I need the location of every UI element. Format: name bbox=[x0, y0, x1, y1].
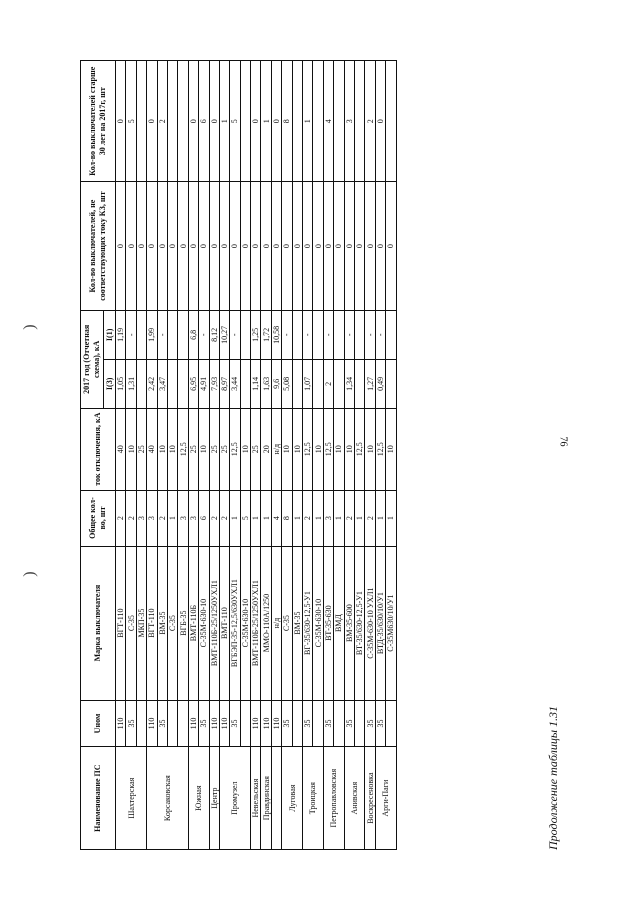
i3-cell: 1,05 bbox=[116, 359, 126, 408]
table-row bbox=[323, 61, 333, 850]
table-row bbox=[167, 61, 177, 850]
unom-cell: 110 bbox=[209, 700, 219, 747]
old-count-cell bbox=[240, 61, 250, 182]
not-match-cell: 0 bbox=[126, 182, 136, 310]
not-match-cell: 0 bbox=[188, 182, 198, 310]
unom-cell: 110 bbox=[188, 700, 198, 747]
count-cell: 5 bbox=[240, 490, 250, 546]
unom-cell: 35 bbox=[303, 700, 313, 747]
i1-cell: - bbox=[303, 310, 313, 359]
i3-cell bbox=[292, 359, 302, 408]
count-cell: 2 bbox=[219, 490, 229, 546]
table-row bbox=[261, 61, 271, 850]
i3-cell: 4,91 bbox=[199, 359, 209, 408]
substation-name-cell: Южная bbox=[188, 747, 209, 850]
substation-name-cell: Корсаковская bbox=[147, 747, 189, 850]
breaker-brand-cell: ВМ-35-600 bbox=[344, 546, 354, 700]
unom-cell: 110 bbox=[251, 700, 261, 747]
breaker-brand-cell: ММО-110А/1250 bbox=[261, 546, 271, 700]
count-cell: 2 bbox=[344, 490, 354, 546]
unom-cell bbox=[313, 700, 323, 747]
table-row bbox=[199, 61, 209, 850]
old-count-cell: 5 bbox=[126, 61, 136, 182]
table-row bbox=[219, 61, 229, 850]
i3-cell bbox=[167, 359, 177, 408]
current-cell: 10 bbox=[334, 408, 344, 490]
table-row bbox=[375, 61, 385, 850]
unom-cell bbox=[167, 700, 177, 747]
current-cell: 12,5 bbox=[230, 408, 240, 490]
i3-cell: 1,34 bbox=[344, 359, 354, 408]
breaker-brand-cell: ВМ-35 bbox=[292, 546, 302, 700]
i3-cell bbox=[386, 359, 396, 408]
i3-cell bbox=[354, 359, 364, 408]
unom-cell bbox=[386, 700, 396, 747]
breaker-brand-cell: С-35 bbox=[126, 546, 136, 700]
i1-cell: - bbox=[230, 310, 240, 359]
unom-cell: 35 bbox=[375, 700, 385, 747]
i3-cell: 2 bbox=[323, 359, 333, 408]
i1-cell bbox=[292, 310, 302, 359]
breaker-brand-cell: МКП-35 bbox=[136, 546, 146, 700]
old-count-cell: 2 bbox=[365, 61, 375, 182]
breaker-brand-cell: С-35М-630-10 bbox=[199, 546, 209, 700]
not-match-cell: 0 bbox=[209, 182, 219, 310]
breaker-brand-cell: ВТ-35-630 bbox=[323, 546, 333, 700]
current-cell: 25 bbox=[209, 408, 219, 490]
count-cell: 3 bbox=[147, 490, 157, 546]
old-count-cell: 0 bbox=[271, 61, 281, 182]
substation-name-cell: Воскресеновка bbox=[365, 747, 375, 850]
count-cell: 2 bbox=[303, 490, 313, 546]
not-match-cell: 0 bbox=[334, 182, 344, 310]
count-cell: 1 bbox=[375, 490, 385, 546]
not-match-cell: 0 bbox=[292, 182, 302, 310]
current-cell: 10 bbox=[126, 408, 136, 490]
count-cell: 1 bbox=[386, 490, 396, 546]
breaker-brand-cell: С-35М-630-10 bbox=[313, 546, 323, 700]
count-cell: 2 bbox=[365, 490, 375, 546]
substation-name-cell: Луговая bbox=[282, 747, 303, 850]
old-count-cell bbox=[136, 61, 146, 182]
count-cell: 4 bbox=[271, 490, 281, 546]
breaker-brand-cell: С-35М-630-10 УХЛ1 bbox=[365, 546, 375, 700]
i1-cell: 8,12 bbox=[209, 310, 219, 359]
substation-name-cell: Невельская bbox=[251, 747, 261, 850]
not-match-cell: 0 bbox=[344, 182, 354, 310]
i1-cell bbox=[334, 310, 344, 359]
i1-cell: 10,58 bbox=[271, 310, 281, 359]
current-cell: 10 bbox=[292, 408, 302, 490]
breaker-brand-cell: С-35М-630-10 bbox=[240, 546, 250, 700]
old-count-cell: 0 bbox=[188, 61, 198, 182]
current-cell: 10 bbox=[240, 408, 250, 490]
not-match-cell: 0 bbox=[116, 182, 126, 310]
i3-cell: 0,49 bbox=[375, 359, 385, 408]
table-body bbox=[116, 61, 397, 850]
current-cell: 10 bbox=[157, 408, 167, 490]
unom-cell bbox=[240, 700, 250, 747]
old-count-cell: 1 bbox=[219, 61, 229, 182]
current-cell: 40 bbox=[116, 408, 126, 490]
count-cell: 1 bbox=[167, 490, 177, 546]
table-row bbox=[157, 61, 167, 850]
not-match-cell: 0 bbox=[230, 182, 240, 310]
page-number: 76 bbox=[557, 436, 569, 447]
table-row bbox=[303, 61, 313, 850]
old-count-cell bbox=[354, 61, 364, 182]
unom-cell: 35 bbox=[344, 700, 354, 747]
old-count-cell: 1 bbox=[303, 61, 313, 182]
i3-cell bbox=[334, 359, 344, 408]
count-cell: 1 bbox=[230, 490, 240, 546]
table-row bbox=[126, 61, 136, 850]
i3-cell bbox=[136, 359, 146, 408]
not-match-cell: 0 bbox=[271, 182, 281, 310]
current-cell: 10 bbox=[167, 408, 177, 490]
table-row bbox=[240, 61, 250, 850]
current-cell: 10 bbox=[365, 408, 375, 490]
i1-cell: 1,99 bbox=[147, 310, 157, 359]
old-count-cell bbox=[386, 61, 396, 182]
i1-cell: 6,8 bbox=[188, 310, 198, 359]
i1-cell bbox=[240, 310, 250, 359]
current-cell: 12,5 bbox=[303, 408, 313, 490]
i3-cell: 8,97 bbox=[219, 359, 229, 408]
breaker-brand-cell: ВГТ-110 bbox=[116, 546, 126, 700]
i1-cell: - bbox=[365, 310, 375, 359]
not-match-cell: 0 bbox=[136, 182, 146, 310]
i3-cell: 6,95 bbox=[188, 359, 198, 408]
unom-cell bbox=[334, 700, 344, 747]
header-i1: I(1) bbox=[104, 310, 116, 359]
current-cell: 10 bbox=[313, 408, 323, 490]
old-count-cell: 0 bbox=[116, 61, 126, 182]
breaker-brand-cell: ВМТ-110Б-25/1250УХЛ1 bbox=[251, 546, 261, 700]
table-row bbox=[230, 61, 240, 850]
count-cell: 3 bbox=[323, 490, 333, 546]
breaker-brand-cell: ВМ-35 bbox=[157, 546, 167, 700]
i1-cell: - bbox=[344, 310, 354, 359]
current-cell: 12,5 bbox=[178, 408, 188, 490]
old-count-cell bbox=[313, 61, 323, 182]
header-i3: I(3) bbox=[104, 359, 116, 408]
unom-cell: 110 bbox=[271, 700, 281, 747]
not-match-cell: 0 bbox=[282, 182, 292, 310]
old-count-cell: 0 bbox=[251, 61, 261, 182]
not-match-cell: 0 bbox=[240, 182, 250, 310]
count-cell: 1 bbox=[251, 490, 261, 546]
scan-mark-bottom: ( bbox=[22, 571, 40, 577]
not-match-cell: 0 bbox=[323, 182, 333, 310]
table-row bbox=[282, 61, 292, 850]
unom-cell: 110 bbox=[261, 700, 271, 747]
current-cell: 10 bbox=[344, 408, 354, 490]
old-count-cell: 4 bbox=[323, 61, 333, 182]
count-cell: 2 bbox=[126, 490, 136, 546]
old-count-cell bbox=[334, 61, 344, 182]
i1-cell: 10,27 bbox=[219, 310, 229, 359]
table-row bbox=[116, 61, 126, 850]
i3-cell bbox=[178, 359, 188, 408]
count-cell: 1 bbox=[313, 490, 323, 546]
i1-cell: - bbox=[199, 310, 209, 359]
i1-cell bbox=[136, 310, 146, 359]
old-count-cell: 2 bbox=[157, 61, 167, 182]
current-cell: 10 bbox=[386, 408, 396, 490]
i3-cell: 1,27 bbox=[365, 359, 375, 408]
count-cell: 1 bbox=[292, 490, 302, 546]
table-row bbox=[365, 61, 375, 850]
i3-cell: 1,63 bbox=[261, 359, 271, 408]
i1-cell: - bbox=[323, 310, 333, 359]
unom-cell: 35 bbox=[282, 700, 292, 747]
header-old: Кол-во выключателей старше 30 лет на 2017г, шт bbox=[81, 61, 116, 182]
i1-cell bbox=[313, 310, 323, 359]
old-count-cell: 8 bbox=[282, 61, 292, 182]
i3-cell: 2,42 bbox=[147, 359, 157, 408]
not-match-cell: 0 bbox=[219, 182, 229, 310]
count-cell: 1 bbox=[261, 490, 271, 546]
table-row bbox=[188, 61, 198, 850]
table-caption: Продолжение таблицы 1.31 bbox=[546, 705, 560, 850]
old-count-cell bbox=[292, 61, 302, 182]
not-match-cell: 0 bbox=[147, 182, 157, 310]
old-count-cell: 0 bbox=[147, 61, 157, 182]
unom-cell bbox=[354, 700, 364, 747]
breaker-brand-cell: ВМД bbox=[334, 546, 344, 700]
unom-cell: 110 bbox=[147, 700, 157, 747]
count-cell: 8 bbox=[282, 490, 292, 546]
unom-cell: 35 bbox=[230, 700, 240, 747]
not-match-cell: 0 bbox=[303, 182, 313, 310]
count-cell: 2 bbox=[157, 490, 167, 546]
current-cell: 25 bbox=[188, 408, 198, 490]
substation-name-cell: Арги-Паги bbox=[375, 747, 396, 850]
breaker-brand-cell: ВТ-35/630-12,5-У1 bbox=[354, 546, 364, 700]
i1-cell: 1,19 bbox=[116, 310, 126, 359]
unom-cell: 35 bbox=[323, 700, 333, 747]
table-row bbox=[178, 61, 188, 850]
i1-cell: - bbox=[282, 310, 292, 359]
unom-cell: 35 bbox=[157, 700, 167, 747]
count-cell: 2 bbox=[116, 490, 126, 546]
scan-mark-top: ( bbox=[22, 324, 40, 330]
old-count-cell bbox=[178, 61, 188, 182]
unom-cell: 110 bbox=[116, 700, 126, 747]
old-count-cell: 1 bbox=[261, 61, 271, 182]
substation-name-cell: Правдинская bbox=[261, 747, 271, 850]
i3-cell: 1,07 bbox=[303, 359, 313, 408]
breaker-brand-cell: ВМТ-110 bbox=[219, 546, 229, 700]
table-row bbox=[354, 61, 364, 850]
header-scheme: 2017 год (Отчетная схема), кА bbox=[81, 310, 104, 408]
i3-cell: 9,6 bbox=[271, 359, 281, 408]
current-cell: 40 bbox=[147, 408, 157, 490]
substation-name-cell: Шахтерская bbox=[116, 747, 147, 850]
not-match-cell: 0 bbox=[386, 182, 396, 310]
breaker-brand-cell: н/д bbox=[271, 546, 281, 700]
substation-name-cell: Анивская bbox=[344, 747, 365, 850]
i3-cell: 1,14 bbox=[251, 359, 261, 408]
breaker-brand-cell: С-35М630/10/У1 bbox=[386, 546, 396, 700]
count-cell: 1 bbox=[334, 490, 344, 546]
table-row bbox=[147, 61, 157, 850]
unom-cell bbox=[178, 700, 188, 747]
table-row bbox=[334, 61, 344, 850]
not-match-cell: 0 bbox=[375, 182, 385, 310]
unom-cell: 35 bbox=[199, 700, 209, 747]
breaker-table bbox=[80, 60, 397, 850]
header-name: Наименование ПС bbox=[81, 747, 116, 850]
i1-cell bbox=[354, 310, 364, 359]
unom-cell: 35 bbox=[365, 700, 375, 747]
not-match-cell: 0 bbox=[178, 182, 188, 310]
not-match-cell: 0 bbox=[251, 182, 261, 310]
old-count-cell bbox=[167, 61, 177, 182]
not-match-cell: 0 bbox=[167, 182, 177, 310]
substation-name-cell: Петропавловская bbox=[323, 747, 344, 850]
table-row bbox=[386, 61, 396, 850]
table-row bbox=[271, 61, 281, 850]
count-cell: 2 bbox=[209, 490, 219, 546]
table-row bbox=[209, 61, 219, 850]
not-match-cell: 0 bbox=[157, 182, 167, 310]
not-match-cell: 0 bbox=[261, 182, 271, 310]
header-unom: Uном bbox=[81, 700, 116, 747]
not-match-cell: 0 bbox=[365, 182, 375, 310]
unom-cell bbox=[136, 700, 146, 747]
breaker-brand-cell: ВГ-35/630-12,5-У1 bbox=[303, 546, 313, 700]
i3-cell: 3,47 bbox=[157, 359, 167, 408]
substation-name-cell bbox=[271, 747, 281, 850]
unom-cell: 110 bbox=[219, 700, 229, 747]
substation-name-cell: Центр bbox=[209, 747, 219, 850]
breaker-brand-cell: С-35 bbox=[167, 546, 177, 700]
current-cell: 20 bbox=[261, 408, 271, 490]
count-cell: 6 bbox=[199, 490, 209, 546]
old-count-cell: 6 bbox=[199, 61, 209, 182]
header-count: Общее кол-во, шт bbox=[81, 490, 116, 546]
i3-cell: 7,93 bbox=[209, 359, 219, 408]
header-current: ток отключения, кА bbox=[81, 408, 116, 490]
old-count-cell: 0 bbox=[375, 61, 385, 182]
i1-cell bbox=[178, 310, 188, 359]
count-cell: 1 bbox=[354, 490, 364, 546]
breaker-brand-cell: ВМТ-110Б-25/1250УХЛ1 bbox=[209, 546, 219, 700]
old-count-cell: 3 bbox=[344, 61, 354, 182]
breaker-brand-cell: ВМТ-110Б bbox=[188, 546, 198, 700]
current-cell: 12,5 bbox=[375, 408, 385, 490]
i1-cell: 1,25 bbox=[251, 310, 261, 359]
current-cell: 25 bbox=[136, 408, 146, 490]
i1-cell: - bbox=[126, 310, 136, 359]
header-not-match: Кол-во выключателей, не соответствующих току КЗ, шт bbox=[81, 182, 116, 310]
count-cell: 3 bbox=[188, 490, 198, 546]
current-cell: 12,5 bbox=[323, 408, 333, 490]
substation-name-cell: Промузел bbox=[219, 747, 250, 850]
old-count-cell: 0 bbox=[209, 61, 219, 182]
i1-cell bbox=[167, 310, 177, 359]
old-count-cell: 5 bbox=[230, 61, 240, 182]
i1-cell: - bbox=[157, 310, 167, 359]
current-cell: 10 bbox=[282, 408, 292, 490]
i1-cell: - bbox=[375, 310, 385, 359]
not-match-cell: 0 bbox=[199, 182, 209, 310]
i3-cell: 1,31 bbox=[126, 359, 136, 408]
table-row bbox=[292, 61, 302, 850]
table-row bbox=[313, 61, 323, 850]
rotated-page bbox=[40, 32, 600, 872]
unom-cell: 35 bbox=[126, 700, 136, 747]
current-cell: 10 bbox=[199, 408, 209, 490]
count-cell: 3 bbox=[178, 490, 188, 546]
current-cell: 25 bbox=[219, 408, 229, 490]
table-row bbox=[344, 61, 354, 850]
breaker-brand-cell: ВТД-35/630/10/У1 bbox=[375, 546, 385, 700]
substation-name-cell: Троицкая bbox=[303, 747, 324, 850]
breaker-brand-cell: ВГБЭП-35-12,5/630УХЛ1 bbox=[230, 546, 240, 700]
current-cell: 12,5 bbox=[354, 408, 364, 490]
i3-cell: 3,44 bbox=[230, 359, 240, 408]
breaker-brand-cell: ВГБ-35 bbox=[178, 546, 188, 700]
table-row bbox=[136, 61, 146, 850]
current-cell: 25 bbox=[251, 408, 261, 490]
i3-cell bbox=[240, 359, 250, 408]
current-cell: н/д bbox=[271, 408, 281, 490]
not-match-cell: 0 bbox=[313, 182, 323, 310]
header-brand: Марка выключателя bbox=[81, 546, 116, 700]
unom-cell bbox=[292, 700, 302, 747]
not-match-cell: 0 bbox=[354, 182, 364, 310]
i3-cell: 5,08 bbox=[282, 359, 292, 408]
i1-cell bbox=[386, 310, 396, 359]
breaker-brand-cell: ВГТ-110 bbox=[147, 546, 157, 700]
i1-cell: 1,72 bbox=[261, 310, 271, 359]
table-row bbox=[251, 61, 261, 850]
count-cell: 3 bbox=[136, 490, 146, 546]
i3-cell bbox=[313, 359, 323, 408]
breaker-brand-cell: С-35 bbox=[282, 546, 292, 700]
